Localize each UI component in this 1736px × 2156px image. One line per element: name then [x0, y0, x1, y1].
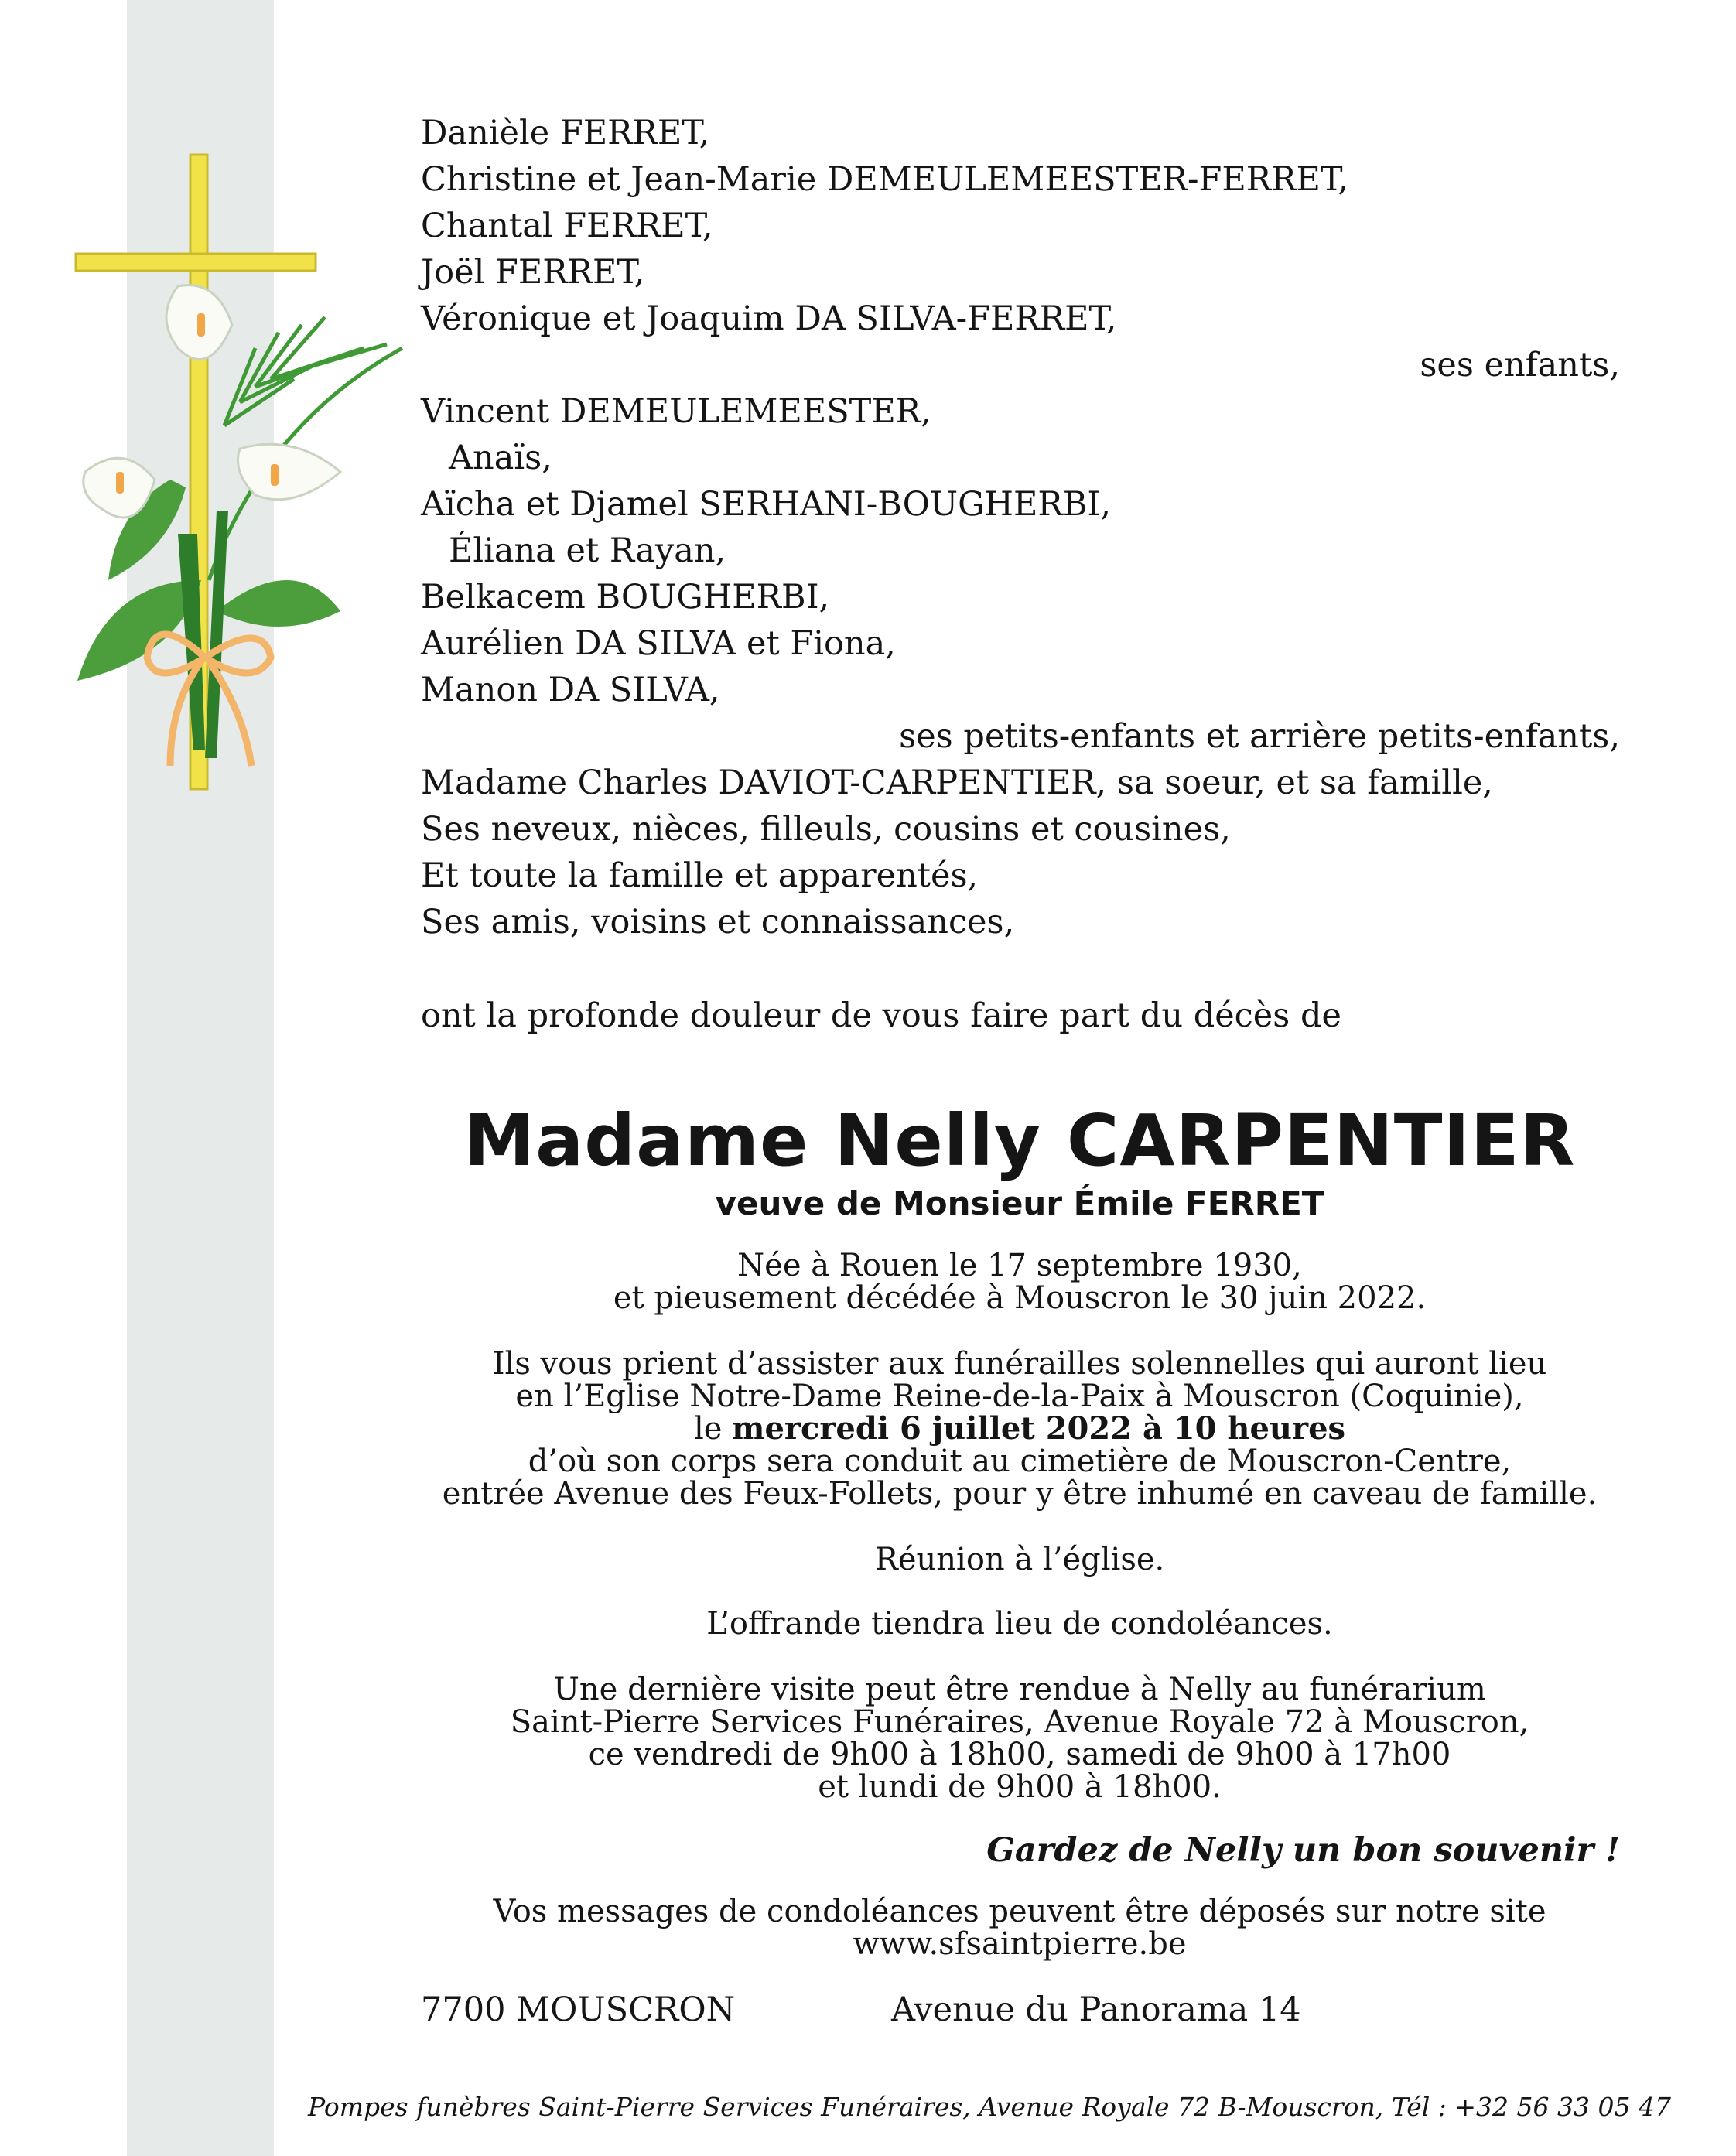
deceased-name: Madame Nelly CARPENTIER: [463, 1099, 1576, 1182]
family-line: Anaïs,: [449, 439, 552, 477]
family-line: Aïcha et Djamel SERHANI-BOUGHERBI,: [421, 485, 1112, 524]
farewell-text: Gardez de Nelly un bon souvenir !: [986, 1831, 1620, 1870]
family-line: Manon DA SILVA,: [421, 671, 720, 709]
website-link[interactable]: www.sfsaintpierre.be: [853, 1926, 1187, 1962]
funeral-date-prefix: le: [693, 1411, 733, 1447]
family-line: Ses neveux, nièces, filleuls, cousins et cousines,: [421, 810, 1231, 849]
funeral-date-line: [402, 1410, 1637, 1447]
family-line: Éliana et Rayan,: [449, 531, 726, 570]
family-line: Belkacem BOUGHERBI,: [421, 578, 830, 617]
family-line: Vincent DEMEULEMEESTER,: [421, 392, 931, 431]
visit-line: ce vendredi de 9h00 à 18h00, samedi de 9h00 à 17h00: [588, 1737, 1451, 1772]
grandchildren-caption: ses petits-enfants et arrière petits-enfants,: [899, 717, 1620, 756]
funeral-line: en l’Eglise Notre-Dame Reine-de-la-Paix à Mouscron (Coquinie),: [515, 1379, 1524, 1414]
children-caption: ses enfants,: [1420, 346, 1620, 384]
family-line: Aurélien DA SILVA et Fiona,: [421, 624, 896, 663]
family-line: Chantal FERRET,: [421, 207, 713, 245]
offering-text: L’offrande tiendra lieu de condoléances.: [706, 1606, 1333, 1642]
funeral-line: d’où son corps sera conduit au cimetière de Mouscron-Centre,: [528, 1444, 1512, 1479]
family-line: Christine et Jean-Marie DEMEULEMEESTER-FERRET,: [421, 160, 1348, 199]
condolences-text: Vos messages de condoléances peuvent être déposés sur notre site: [493, 1894, 1546, 1929]
reunion-text: Réunion à l’église.: [874, 1542, 1165, 1577]
visit-line: Saint-Pierre Services Funéraires, Avenue Royale 72 à Mouscron,: [510, 1704, 1529, 1740]
footer-text: Pompes funèbres Saint-Pierre Services Funéraires, Avenue Royale 72 B-Mouscron, Tél : +32 56 33 05 47: [308, 2092, 1671, 2122]
family-line: Joël FERRET,: [421, 253, 645, 292]
funeral-line: entrée Avenue des Feux-Follets, pour y être inhumé en caveau de famille.: [442, 1476, 1598, 1512]
address-street: Avenue du Panorama 14: [891, 1990, 1301, 2029]
cross-with-lilies-icon: [62, 147, 418, 805]
funeral-line: Ils vous prient d’assister aux funérailles solennelles qui auront lieu: [492, 1346, 1547, 1382]
deceased-subtitle: veuve de Monsieur Émile FERRET: [715, 1184, 1324, 1222]
visit-line: Une dernière visite peut être rendue à Nelly au funérarium: [553, 1672, 1486, 1707]
address-city: 7700 MOUSCRON: [421, 1990, 736, 2029]
visit-line: et lundi de 9h00 à 18h00.: [818, 1769, 1222, 1805]
announcement-text: ont la profonde douleur de vous faire part du décès de: [421, 996, 1341, 1035]
family-line: Danièle FERRET,: [421, 114, 710, 152]
death-line: et pieusement décédée à Mouscron le 30 juin 2022.: [613, 1280, 1427, 1316]
funeral-date: mercredi 6 juillet 2022 à 10 heures: [732, 1410, 1346, 1447]
family-line: Véronique et Joaquim DA SILVA-FERRET,: [421, 299, 1117, 338]
birth-line: Née à Rouen le 17 septembre 1930,: [737, 1248, 1302, 1283]
family-line: Madame Charles DAVIOT-CARPENTIER, sa soeur, et sa famille,: [421, 764, 1493, 802]
family-line: Et toute la famille et apparentés,: [421, 856, 979, 895]
family-line: Ses amis, voisins et connaissances,: [421, 903, 1015, 941]
